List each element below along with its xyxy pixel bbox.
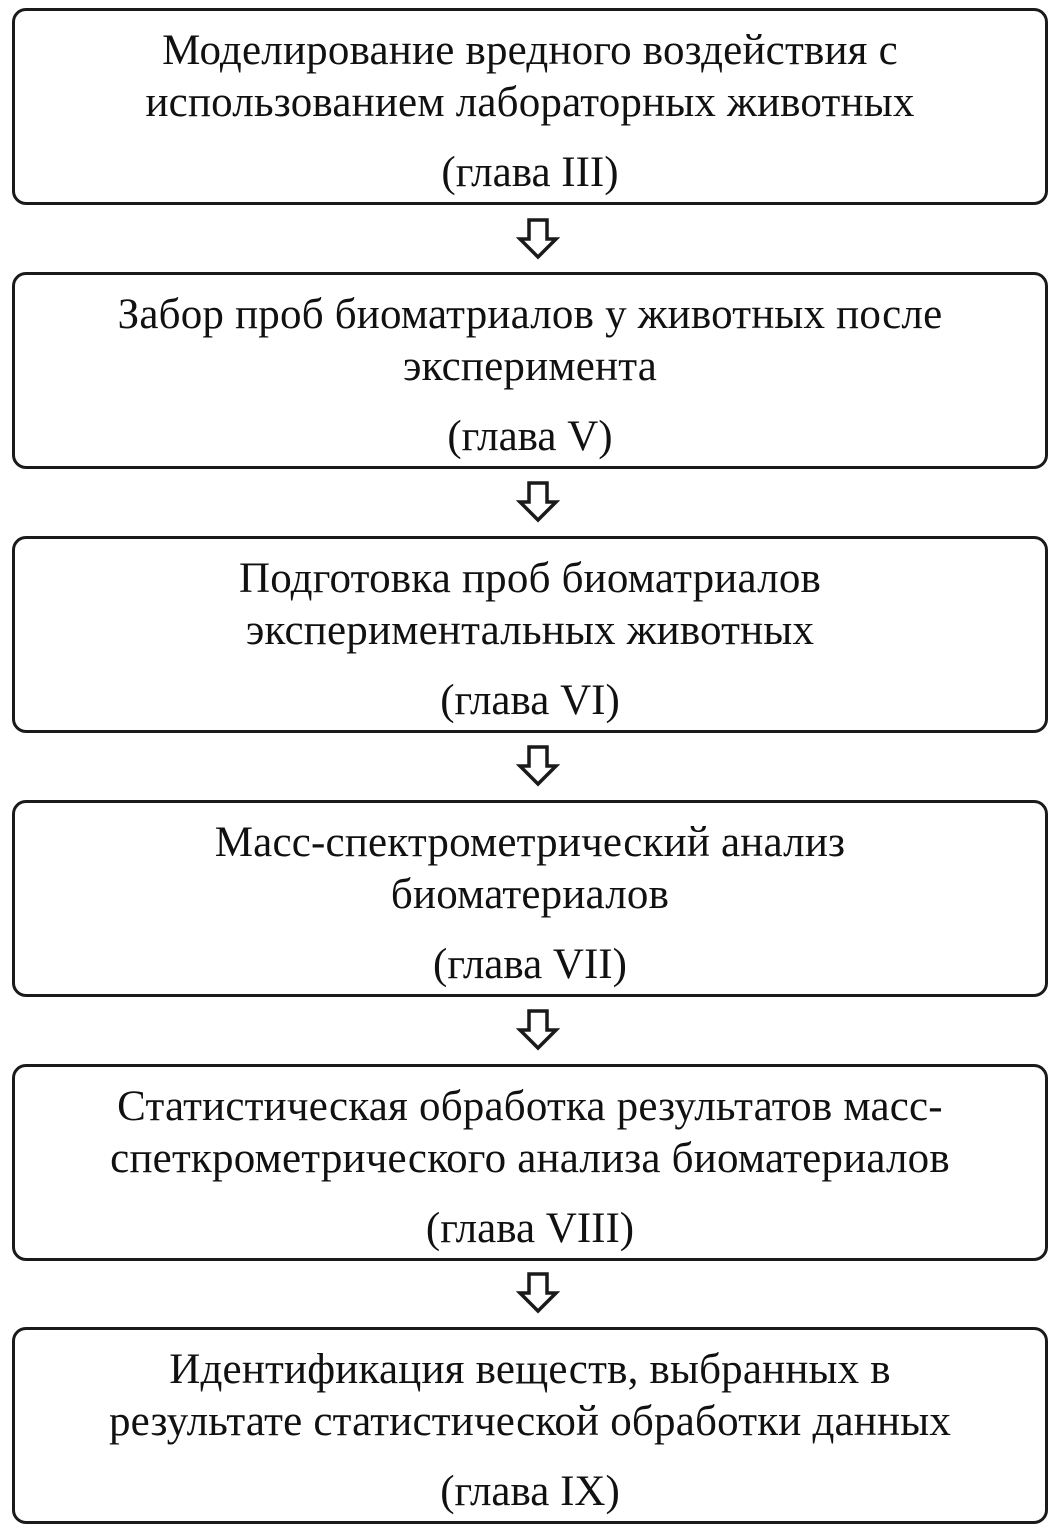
step-line-1: Моделирование вредного воздействия с bbox=[162, 27, 898, 74]
step-line-1: Статистическая обработка результатов масс- bbox=[117, 1083, 943, 1130]
step-chapter: (глава IX) bbox=[440, 1468, 620, 1515]
step-line-1: Забор проб биоматриалов у животных после bbox=[117, 291, 943, 338]
step-statistics bbox=[12, 1064, 1048, 1261]
step-line-2: результате статистической обработки данных bbox=[108, 1398, 952, 1445]
step-line-1: Подготовка проб биоматриалов bbox=[238, 555, 822, 602]
step-line-2: спеткрометрического анализа биоматериалов bbox=[110, 1135, 950, 1182]
step-line-2: эксперимента bbox=[402, 343, 658, 390]
step-modeling bbox=[12, 8, 1048, 205]
down-arrow-icon bbox=[516, 480, 560, 524]
step-chapter: (глава VIII) bbox=[425, 1205, 635, 1252]
step-mass-spectrometry bbox=[12, 800, 1048, 997]
step-line-1: Идентификация веществ, выбранных в bbox=[169, 1346, 891, 1393]
down-arrow-icon bbox=[516, 744, 560, 788]
step-line-2: экспериментальных животных bbox=[245, 607, 815, 654]
step-sampling bbox=[12, 272, 1048, 469]
down-arrow-icon bbox=[516, 1271, 560, 1315]
step-line-2: биоматериалов bbox=[390, 871, 670, 918]
step-identification bbox=[12, 1327, 1048, 1524]
down-arrow-icon bbox=[516, 1008, 560, 1052]
step-chapter: (глава V) bbox=[447, 413, 613, 460]
down-arrow-icon bbox=[516, 217, 560, 261]
step-chapter: (глава VI) bbox=[440, 677, 620, 724]
step-line-1: Масс-спектрометрический анализ bbox=[214, 819, 846, 866]
step-chapter: (глава VII) bbox=[433, 941, 627, 988]
step-chapter: (глава III) bbox=[441, 149, 619, 196]
step-preparation bbox=[12, 536, 1048, 733]
step-line-2: использованием лабораторных животных bbox=[145, 79, 915, 126]
